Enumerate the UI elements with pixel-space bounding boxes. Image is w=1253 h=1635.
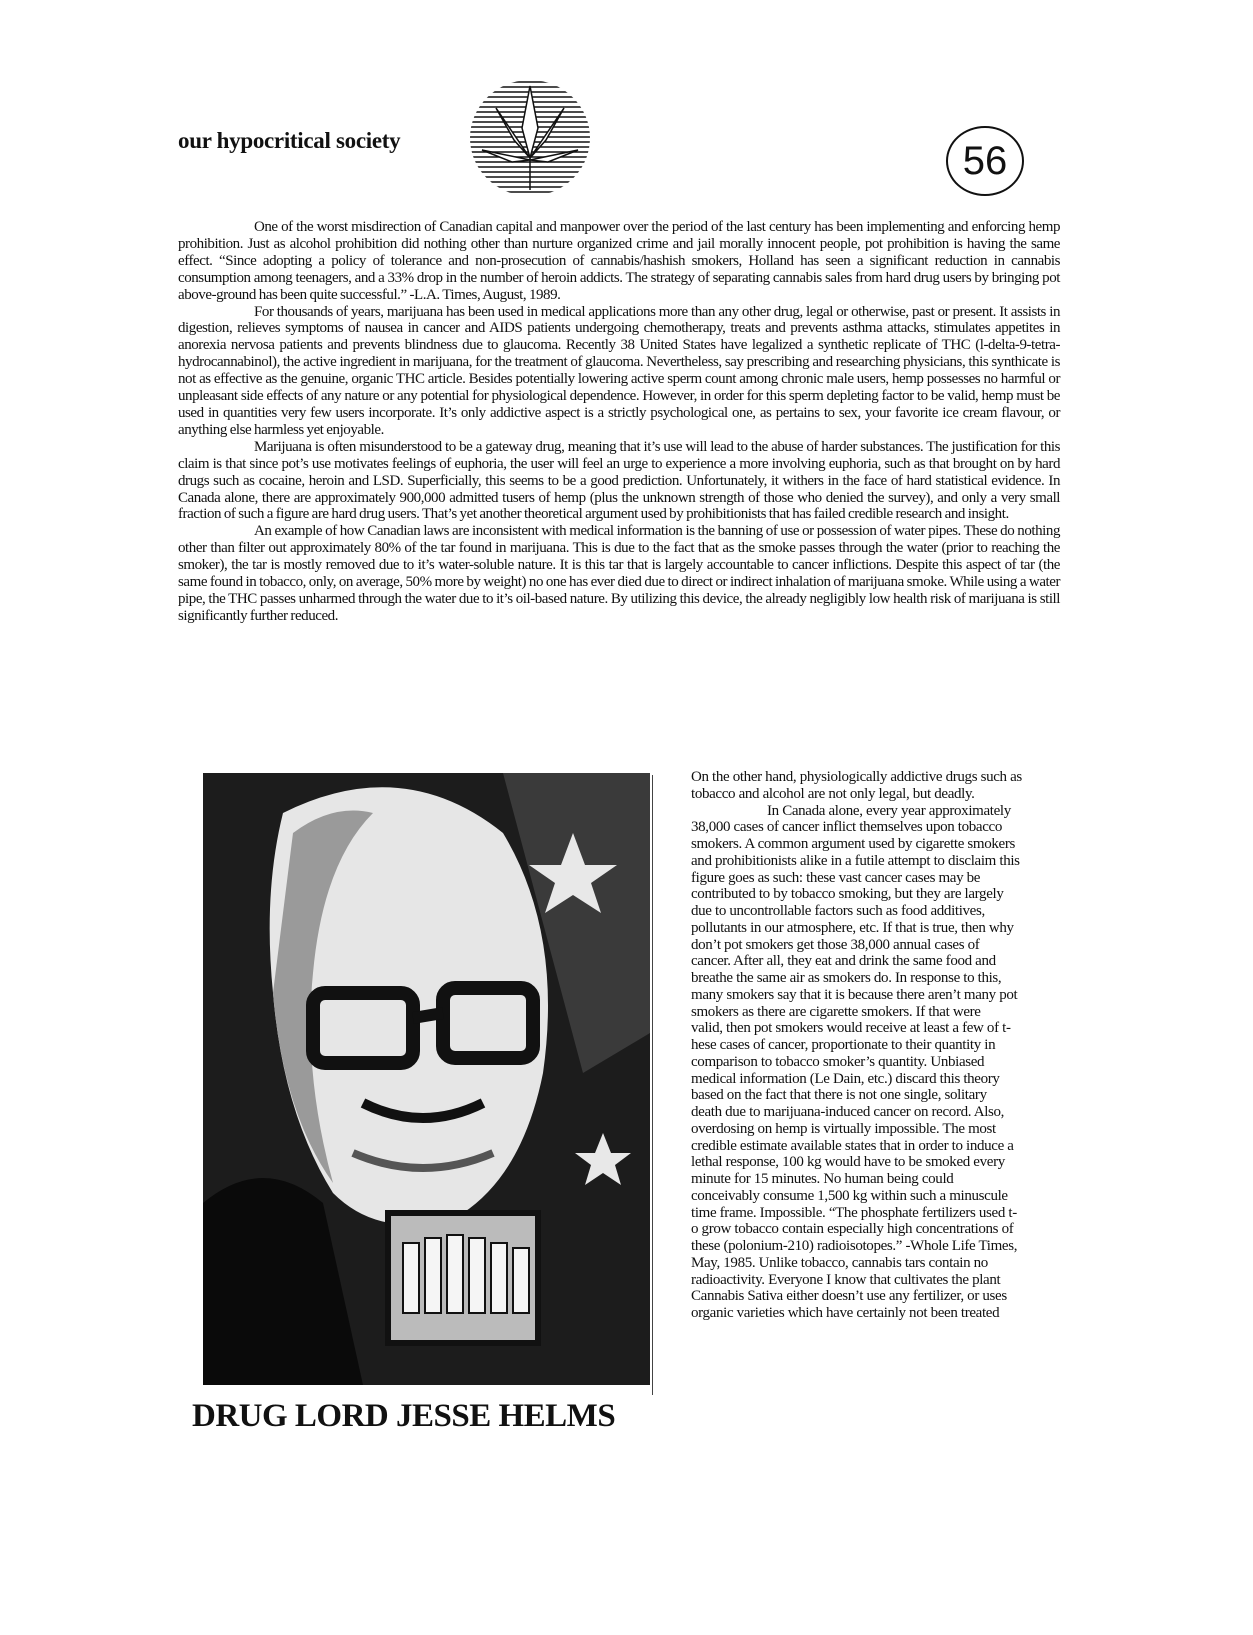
- text-line: lethal response, 100 kg would have to be smoked every: [691, 1154, 1005, 1171]
- article-body: [178, 219, 1060, 625]
- text-line: conceivably consume 1,500 kg within such a minuscule: [691, 1187, 1008, 1204]
- text-line: hese cases of cancer, proportionate to their quantity in: [691, 1037, 996, 1053]
- text-line: due to uncontrollable factors such as food additives,: [691, 903, 985, 919]
- text-line: breathe the same air as smokers do. In response to this,: [691, 970, 1002, 986]
- section-title: our hypocritical society: [178, 128, 401, 153]
- text-line: organic varieties which have certainly not been treated: [691, 1305, 1000, 1321]
- paragraph: One of the worst misdirection of Canadian capital and manpower over the period of the last century has been implementing and enforcing hemp prohibition. Just as alcohol prohibition did nothing other than nurture organized crime and jail morally innocent people, pot prohibition is having the same effect. “Since adopting a policy of tolerance and non-prosecution of cannabis/hashish smokers, Holland has seen a significant reduction in cannabis consumption among teenagers, and a 33% drop in the number of heroin addicts. The strategy of separating cannabis sales from hard drug users by bringing pot above-ground has been quite successful.” -L.A. Times, August, 1989.: [178, 219, 1060, 303]
- text-line: smokers. A common argument used by cigarette smokers: [691, 836, 1015, 852]
- portrait-illustration: [203, 773, 650, 1385]
- text-line: pollutants in our atmosphere, etc. If that is true, then why: [691, 919, 1014, 936]
- portrait-photo: [203, 773, 650, 1385]
- text-line: o grow tobacco contain especially high concentrations of: [691, 1221, 1014, 1238]
- text-line: Cannabis Sativa either doesn’t use any fertilizer, or uses: [691, 1288, 1007, 1305]
- text-line: comparison to tobacco smoker’s quantity. Unbiased: [691, 1053, 985, 1070]
- text-line: credible estimate available states that in order to induce a: [691, 1137, 1014, 1154]
- column-divider: [652, 775, 653, 1395]
- text-line: these (polonium-210) radioisotopes.” -Whole Life Times,: [691, 1238, 1018, 1254]
- text-line: tobacco and alcohol are not only legal, but deadly.: [691, 785, 975, 802]
- text-line: minute for 15 minutes. No human being could: [691, 1171, 954, 1187]
- text-line: In Canada alone, every year approximately: [767, 802, 1011, 819]
- text-line: On the other hand, physiologically addictive drugs such as: [691, 769, 1022, 785]
- text-line: contributed to by tobacco smoking, but they are largely: [691, 886, 1004, 903]
- text-line: 38,000 cases of cancer inflict themselves upon tobacco: [691, 819, 1002, 836]
- paragraph: For thousands of years, marijuana has been used in medical applications more than any other drug, legal or otherwise, past or present. It assists in digestion, relieves symptoms of nausea in cancer and AIDS patients undergoing chemotherapy, treats and prevents asthma attacks, stimulates appetites in anorexia nervosa patients and prevents blindness due to glaucoma. Recently 38 United States have legalized a synthetic replicate of THC (l-delta-9-tetra-hydrocannabinol), the active ingredient in marijuana, for the treatment of glaucoma. Nevertheless, say prescribing and researching physicians, this synthicate is not as effective as the genuine, organic THC article. Besides potentially lowering active sperm count among chronic male users, hemp possesses no harmful or unpleasant side effects of any nature or any potential for physiological dependence. However, in order for this sperm depleting factor to be valid, hemp must be used in quantities very few users incorporate. It’s only addictive aspect is a strictly psychological one, as pertains to sex, your favorite ice cream flavour, or anything else harmless yet enjoyable.: [178, 303, 1060, 438]
- text-line: figure goes as such: these vast cancer cases may be: [691, 869, 981, 886]
- text-line: death due to marijuana-induced cancer on record. Also,: [691, 1104, 1005, 1120]
- text-line: don’t pot smokers get those 38,000 annual cases of: [691, 936, 980, 953]
- text-line: May, 1985. Unlike tobacco, cannabis tars contain no: [691, 1254, 988, 1271]
- right-column-text: [691, 769, 1066, 1322]
- page-number: 56: [946, 126, 1024, 196]
- cannabis-leaf-icon: [468, 78, 592, 198]
- text-line: valid, then pot smokers would receive at least a few of t-: [691, 1020, 1011, 1037]
- text-line: many smokers say that it is because there aren’t many pot: [691, 986, 1018, 1003]
- text-line: and prohibitionists alike in a futile attempt to disclaim this: [691, 852, 1020, 869]
- text-line: based on the fact that there is not one single, solitary: [691, 1087, 987, 1104]
- text-line: radioactivity. Everyone I know that cultivates the plant: [691, 1271, 1001, 1288]
- photo-caption: DRUG LORD JESSE HELMS: [192, 1398, 616, 1434]
- text-line: cancer. After all, they eat and drink the same food and: [691, 953, 996, 970]
- text-line: time frame. Impossible. “The phosphate fertilizers used t-: [691, 1204, 1017, 1221]
- text-line: overdosing on hemp is virtually impossible. The most: [691, 1120, 996, 1137]
- text-line: medical information (Le Dain, etc.) discard this theory: [691, 1070, 1000, 1087]
- paragraph: Marijuana is often misunderstood to be a gateway drug, meaning that it’s use will lead to the abuse of harder substances. The justification for this claim is that since pot’s use motivates feelings of euphoria, the user will feel an urge to experience a more involving euphoria, such as that brought on by hard drugs such as cocaine, heroin and LSD. Superficially, this seems to be a good prediction. Unfortunately, it withers in the face of hard statistical evidence. In Canada alone, there are approximately 900,000 admitted tusers of hemp (plus the unknown strength of those who denied the survey), and only a very small fraction of such a figure are hard drug users. That’s yet another theoretical argument used by prohibitionists that has failed credible research and insight.: [178, 438, 1060, 523]
- paragraph: An example of how Canadian laws are inconsistent with medical information is the banning of use or possession of water pipes. These do nothing other than filter out approximately 80% of the tar found in marijuana. This is due to the fact that as the smoke passes through the water (prior to reaching the smoker), the tar is mostly removed due to it’s water-soluble nature. It is this tar that is largely accountable to cancer inflictions. Despite this aspect of tar (the same found in tobacco, only, on average, 50% more by weight) no one has ever died due to direct or indirect inhalation of marijuana smoke. While using a water pipe, the THC passes unharmed through the water due to it’s oil-based nature. By utilizing this device, the already negligibly low health risk of marijuana is still significantly further reduced.: [178, 523, 1060, 624]
- text-line: smokers as there are cigarette smokers. If that were: [691, 1003, 981, 1020]
